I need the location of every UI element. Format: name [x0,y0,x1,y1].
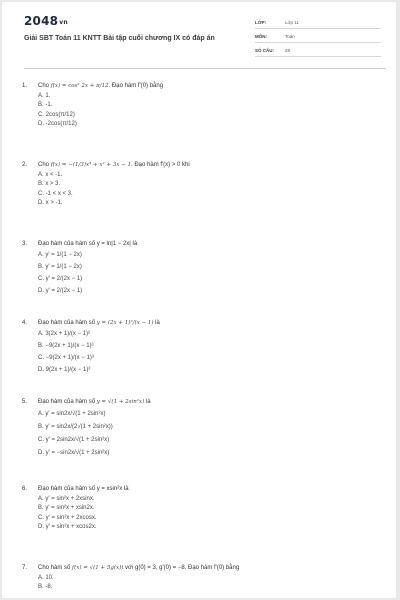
question-text: Cho [38,162,51,168]
question-block [22,161,384,240]
question-block [22,319,384,398]
brand-suffix: vn [59,19,68,26]
answer-option[interactable]: B. -1. [38,102,53,109]
question-text: Cho [38,83,51,89]
answer-option[interactable]: A. y' = sin²x + 2xsinx. [38,495,95,502]
answer-option[interactable]: D. -2cos(π/12) [38,121,77,128]
question-text-tail: là [153,320,160,326]
question-stem [22,240,384,249]
answer-options [38,573,384,592]
question-text: Đạo hàm của hàm số [38,320,97,326]
question-text-tail: với g(0) = 3, g'(0) = −8. Đạo hàm f'(0) bằng [123,565,240,571]
answer-option[interactable]: B. -8. [38,584,53,591]
question-text-tail: . Đạo hàm f'(0) bằng [108,83,164,89]
answer-options [38,170,384,208]
question-block [22,240,384,319]
answer-option[interactable]: C. −9(2x + 1)/(x − 1)³ [38,355,94,361]
answer-option[interactable]: D. y' = 2/(2x − 1) [38,288,83,294]
question-number: 7. [22,565,28,571]
question-formula: f(x) = −(1/3)x³ + x² + 3x − 1 [50,162,132,168]
question-stem [22,319,384,328]
answer-option[interactable]: B. x > 3. [38,181,61,188]
meta-label: MÔN: [255,34,267,39]
question-block [22,398,384,485]
answer-options [38,249,384,297]
answer-option[interactable]: C. y' = sin²x + 2xcosx. [38,514,97,521]
question-block [22,485,384,564]
question-text: Đạo hàm của hàm số [38,399,97,405]
question-formula: f(x) = cos² 2x + π/12 [50,83,109,89]
question-stem [22,161,384,170]
question-stem [22,564,384,573]
question-text: Cho hàm số [38,565,73,571]
question-block [22,82,384,161]
answer-option[interactable]: D. 9(2x + 1)/(x − 1)² [38,367,91,373]
question-text-tail: là [144,399,151,405]
answer-option[interactable]: B. y' = sin2x/(2√(1 + 2sin²x)) [38,423,113,430]
question-stem [22,82,384,91]
answer-option[interactable]: A. 3(2x + 1)/(x − 1)² [38,331,91,337]
question-block [22,564,384,594]
question-text-tail: . Đạo hàm f'(x) > 0 khi [131,162,190,168]
answer-option[interactable]: D. y' = sin²x + xcos2x. [38,524,97,531]
question-formula: f(x) = √(1 + 5g(x)) [72,565,124,571]
answer-option[interactable]: B. −9(2x + 1)/(x − 1)³ [38,343,94,349]
question-list [22,82,384,594]
answer-options [38,494,384,532]
question-stem [22,485,384,494]
answer-option[interactable]: B. y' = 1/(1 − 2x) [38,264,82,270]
site-logo[interactable] [24,14,68,28]
question-number: 3. [22,241,28,247]
question-number: 4. [22,320,28,326]
meta-panel [255,17,381,59]
question-number: 2. [22,162,28,168]
question-formula: y = √(1 + 2sin²x) [96,399,145,405]
answer-option[interactable]: B. y' = sin²x + xsin2x. [38,505,95,512]
question-formula: y = (2x + 1)²/(x − 1) [96,320,154,326]
answer-options [38,91,384,129]
answer-option[interactable]: C. 2cos(π/12) [38,111,75,118]
document-header [2,2,396,66]
answer-option[interactable]: A. 1. [38,92,51,99]
question-number: 1. [22,83,28,89]
question-text: Đạo hàm của hàm số y = ln|1 − 2x| là [38,241,138,247]
answer-option[interactable]: A. x < -1. [38,171,63,178]
answer-option[interactable]: D. y' = −sin2x/√(1 + 2sin²x) [38,449,110,456]
meta-value: 28 [285,48,291,53]
answer-option[interactable]: C. -1 < x < 3. [38,190,73,197]
answer-options [38,328,384,376]
answer-option[interactable]: A. y' = 1/(1 − 2x) [38,252,82,258]
meta-row-class [255,17,381,29]
meta-value: Lớp 11 [285,20,299,25]
answer-option[interactable]: C. y' = 2/(2x − 1) [38,276,83,282]
brand-name: 2048 [24,14,59,28]
document-title: Giải SBT Toán 11 KNTT Bài tập cuối chương IX có đáp án [24,35,215,42]
question-text: Đạo hàm của hàm số y = xsin²x là [38,486,129,492]
answer-option[interactable]: D. x > -1. [38,200,63,207]
question-number: 5. [22,399,28,405]
document-page [2,2,396,598]
header-divider [24,68,386,69]
meta-row-count [255,45,381,57]
meta-label: SỐ CÂU: [255,48,274,53]
meta-label: LỚP: [255,20,267,25]
answer-options [38,407,384,459]
meta-row-subject [255,31,381,43]
answer-option[interactable]: A. 10. [38,574,54,581]
question-number: 6. [22,486,28,492]
answer-option[interactable]: C. y' = 2sin2x/√(1 + 2sin²x) [38,436,110,443]
meta-value: Toán [285,34,295,39]
answer-option[interactable]: A. y' = sin2x/√(1 + 2sin²x) [38,410,106,417]
question-stem [22,398,384,407]
